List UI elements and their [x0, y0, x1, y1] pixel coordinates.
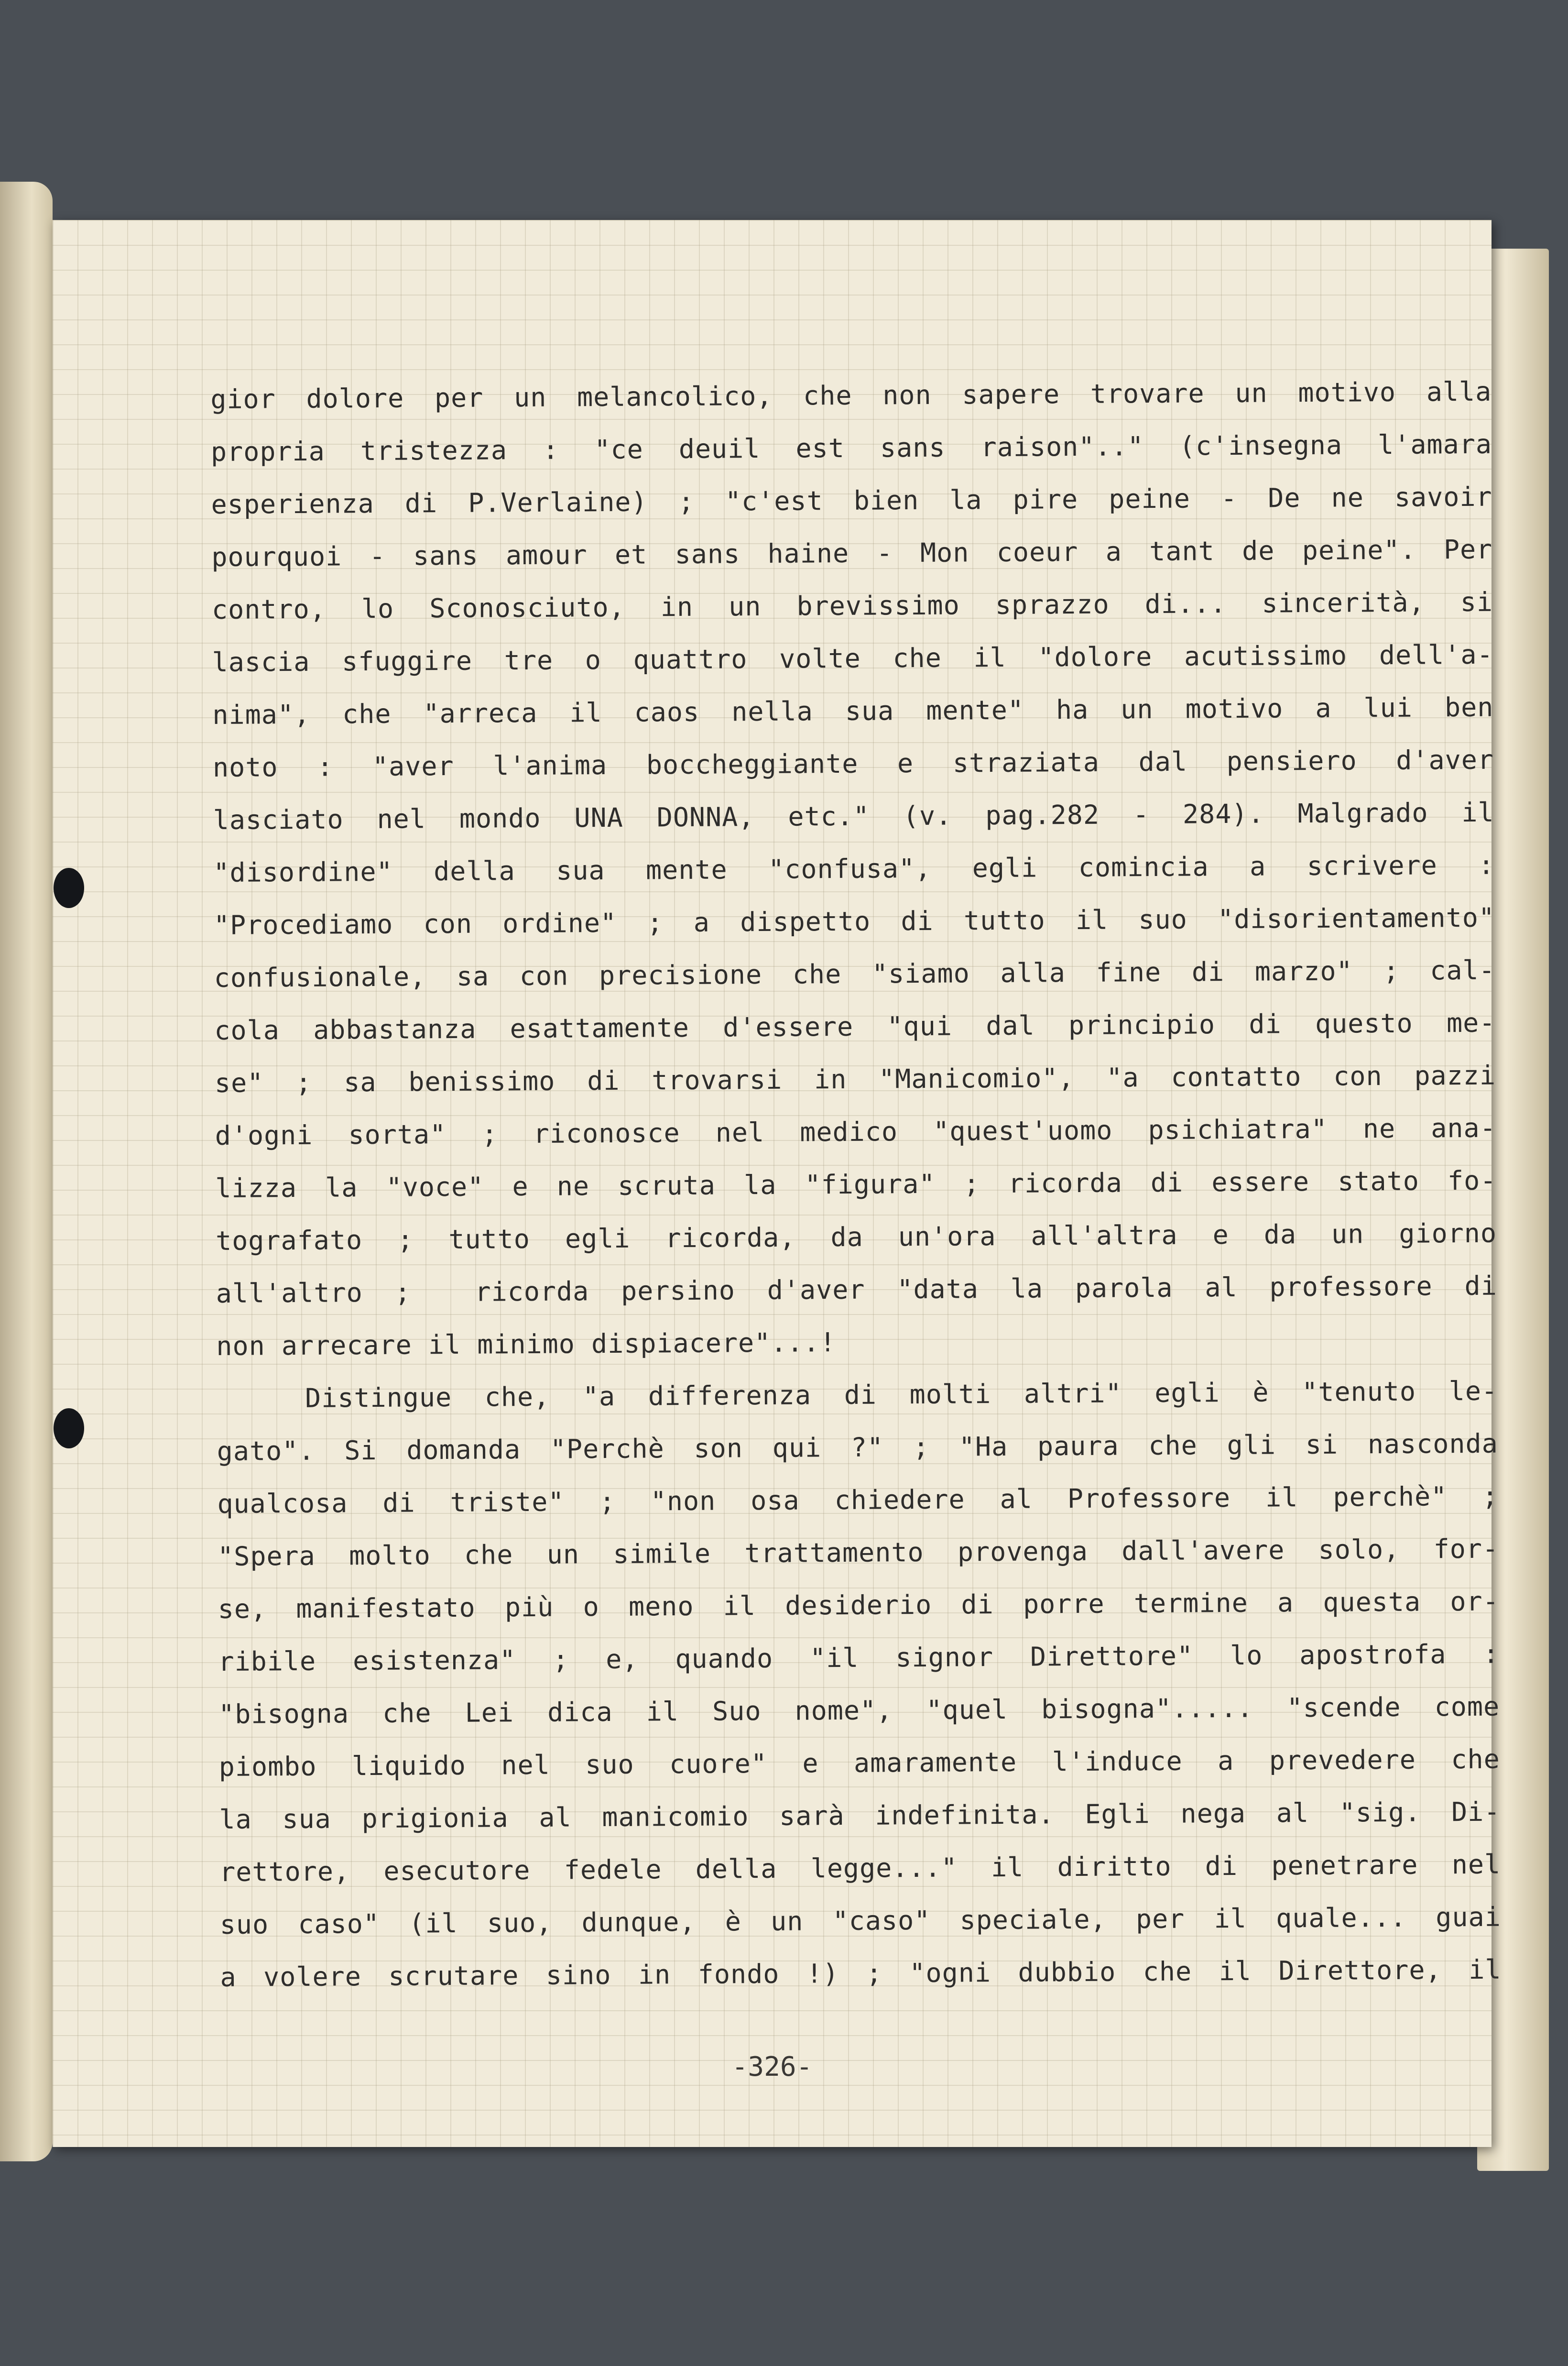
- text-line: Distingue che, "a differenza di molti altri" egli è "tenuto le-: [305, 1375, 1498, 1413]
- text-line: noto : "aver l'anima boccheggiante e straziata dal pensiero d'aver: [212, 744, 1494, 783]
- text-line: lizza la "voce" e ne scruta la "figura" ; ricorda di essere stato fo-: [215, 1165, 1497, 1204]
- text-line: esperienza di P.Verlaine) ; "c'est bien la pire peine - De ne savoir: [211, 481, 1492, 520]
- text-line: lasciato nel mondo UNA DONNA, etc." (v. pag.282 - 284). Malgrado il: [213, 797, 1494, 835]
- typewritten-page: [53, 220, 1502, 2147]
- text-line: se, manifestato più o meno il desiderio di porre termine a questa or-: [218, 1586, 1499, 1624]
- text-line: ribile esistenza" ; e, quando "il signor Direttore" lo apostrofa :: [218, 1638, 1500, 1677]
- text-line: se" ; sa benissimo di trovarsi in "Manicomio", "a contatto con pazzi: [214, 1060, 1496, 1098]
- text-line: all'altro ; ricorda persino d'aver "data la parola al professore di: [216, 1270, 1497, 1309]
- text-line: suo caso" (il suo, dunque, è un "caso" speciale, per il quale... guai: [219, 1901, 1501, 1940]
- text-line: nima", che "arreca il caos nella sua mente" ha un motivo a lui ben: [212, 691, 1494, 730]
- text-line: "bisogna che Lei dica il Suo nome", "quel bisogna"..... "scende come: [218, 1691, 1500, 1730]
- text-line: contro, lo Sconosciuto, in un brevissimo sprazzo di... sincerità, si: [211, 586, 1493, 625]
- text-line: d'ogni sorta" ; riconosce nel medico "quest'uomo psichiatra" ne ana-: [215, 1112, 1496, 1151]
- text-line: gior dolore per un melancolico, che non sapere trovare un motivo alla: [210, 376, 1492, 415]
- left-page-edge: [0, 182, 53, 2161]
- body-text: [210, 365, 1502, 2004]
- text-line: qualcosa di triste" ; "non osa chiedere al Professore il perchè" ;: [217, 1480, 1499, 1519]
- text-line: "Spera molto che un simile trattamento provenga dall'avere solo, for-: [217, 1533, 1499, 1572]
- text-line: propria tristezza : "ce deuil est sans raison".." (c'insegna l'amara: [210, 428, 1492, 467]
- text-line: non arrecare il minimo dispiacere"...!: [216, 1327, 836, 1361]
- text-line: la sua prigionia al manicomio sarà indefinita. Egli nega al "sig. Di-: [219, 1796, 1501, 1835]
- text-line: rettore, esecutore fedele della legge..." il diritto di penetrare nel: [219, 1849, 1501, 1887]
- text-line: lascia sfuggire tre o quattro volte che il "dolore acutissimo dell'a-: [212, 639, 1493, 678]
- text-line: "disordine" della sua mente "confusa", egli comincia a scrivere :: [213, 849, 1495, 888]
- text-line: cola abbastanza esattamente d'essere "qui dal principio di questo me-: [214, 1007, 1496, 1046]
- text-line: piombo liquido nel suo cuore" e amaramente l'induce a prevedere che: [218, 1743, 1500, 1782]
- page-number: -326-: [731, 2051, 813, 2082]
- text-line: tografato ; tutto egli ricorda, da un'ora all'altra e da un giorno: [215, 1217, 1497, 1256]
- text-line: gato". Si domanda "Perchè son qui ?" ; "Ha paura che gli si nasconda: [217, 1428, 1498, 1467]
- text-line: confusionale, sa con precisione che "siamo alla fine di marzo" ; cal-: [214, 954, 1495, 993]
- binder-hole: [54, 868, 84, 908]
- text-line: "Procediamo con ordine" ; a dispetto di tutto il suo "disorientamento": [213, 902, 1495, 941]
- binder-hole: [54, 1408, 84, 1448]
- text-line: a volere scrutare sino in fondo !) ; "ogni dubbio che il Direttore, il: [220, 1954, 1502, 1993]
- text-line: pourquoi - sans amour et sans haine - Mon coeur a tant de peine". Per: [211, 534, 1493, 572]
